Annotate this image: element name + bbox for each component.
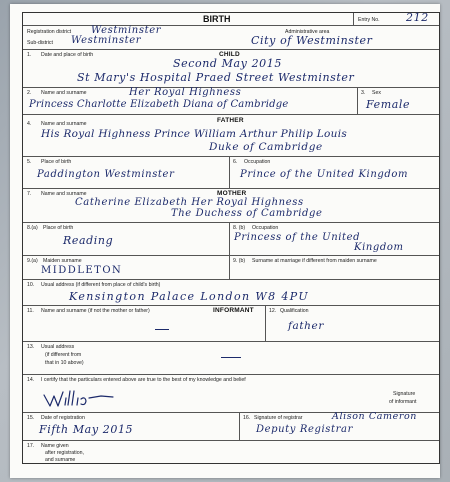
field-4-number: 4. [27, 121, 32, 127]
field-10-row [23, 280, 439, 306]
field-12-cell [265, 306, 441, 341]
field-11-number: 11. [27, 308, 34, 314]
form-title: BIRTH [203, 14, 231, 24]
admin-area-label: Administrative area [285, 29, 330, 35]
field-9-row [23, 256, 439, 280]
child-section-title: CHILD [219, 51, 240, 58]
entry-cell [353, 13, 441, 25]
field-8b-number: 8. (b) [233, 225, 246, 231]
field-4-row [23, 115, 439, 157]
registrar-signature-name: Alison Cameron [332, 411, 418, 422]
signature-label-line-2: of informant [389, 399, 417, 405]
mother-maiden-surname: MIDDLETON [41, 265, 123, 276]
field-7-label: Name and surname [41, 191, 87, 197]
field-14-number: 14. [27, 377, 35, 383]
svg-text:William: William [41, 387, 45, 388]
entry-number: 212 [406, 11, 429, 24]
field-7-number: 7. [27, 191, 32, 197]
field-8b-cell [229, 223, 441, 255]
field-15-label: Date of registration [41, 415, 85, 421]
field-13-blank-dash [221, 357, 241, 358]
field-8a-label: Place of birth [43, 225, 74, 231]
field-12-label: Qualification [280, 308, 309, 314]
field-2-label: Name and surname [41, 90, 87, 96]
signature-label-line-1: Signature [393, 391, 416, 397]
registrar-title: Deputy Registrar [256, 424, 353, 435]
father-section-title: FATHER [217, 117, 244, 124]
informant-signature [41, 387, 121, 409]
field-1-label: Date and place of birth [41, 52, 94, 58]
field-16-label: Signature of registrar [254, 415, 303, 421]
field-9b-label: Surname at marriage if different from maiden surname [252, 258, 377, 264]
child-birth-place: St Mary's Hospital Praed Street Westminster [77, 71, 355, 84]
father-place-of-birth: Paddington Westminster [37, 169, 175, 180]
field-1-row [23, 50, 439, 88]
certificate-paper [10, 4, 440, 478]
mother-occupation-line-2: Kingdom [354, 242, 404, 253]
field-15-row [23, 413, 439, 441]
district-row [23, 26, 439, 50]
child-sex: Female [366, 98, 411, 111]
registration-district-label: Registration district [27, 29, 72, 35]
field-6-label: Occupation [244, 159, 271, 165]
field-13-label-line-3: that in 10 above) [45, 360, 84, 366]
field-9a-label: Maiden surname [43, 258, 82, 264]
field-3-cell [357, 88, 441, 114]
field-15-number: 15. [27, 415, 35, 421]
field-4-label: Name and surname [41, 121, 87, 127]
field-17-number: 17. [27, 443, 35, 449]
field-2-number: 2. [27, 90, 32, 96]
birth-register-form [22, 12, 440, 464]
mother-name-line-2: The Duchess of Cambridge [171, 208, 323, 219]
sub-district-value: Westminster [71, 35, 142, 46]
sub-district-label: Sub-district [27, 40, 53, 46]
field-7-row [23, 189, 439, 223]
father-occupation: Prince of the United Kingdom [240, 169, 409, 180]
child-name-line-1: Her Royal Highness [129, 87, 242, 98]
field-5-number: 5. [27, 159, 32, 165]
registration-district-value: Westminster [91, 25, 162, 36]
field-1-number: 1. [27, 52, 32, 58]
field-17-label-line-3: and surname [45, 457, 76, 463]
field-8a-number: 8.(a) [27, 225, 38, 231]
father-name-line-2: Duke of Cambridge [209, 141, 323, 153]
field-13-label-line-2: (if different from [45, 352, 82, 358]
field-17-row [23, 441, 439, 465]
field-12-number: 12. [269, 308, 277, 314]
informant-section-title: INFORMANT [213, 307, 254, 314]
field-10-number: 10. [27, 282, 35, 288]
mother-place-of-birth: Reading [63, 234, 114, 247]
field-8b-label: Occupation [252, 225, 279, 231]
mother-occupation-line-1: Princess of the United [234, 232, 361, 243]
field-3-label: Sex [372, 90, 381, 96]
field-9b-cell [229, 256, 441, 279]
field-13-label-line-1: Usual address [41, 344, 75, 350]
field-5-row [23, 157, 439, 189]
field-16-number: 16. [243, 415, 251, 421]
entry-label: Entry No. [358, 17, 380, 23]
mother-name-line-1: Catherine Elizabeth Her Royal Highness [75, 197, 304, 208]
field-3-number: 3. [361, 90, 366, 96]
admin-area-value: City of Westminster [251, 34, 373, 47]
field-6-cell [229, 157, 441, 188]
field-17-label-line-2: after registration, [45, 450, 84, 456]
registration-date: Fifth May 2015 [39, 423, 134, 436]
field-14-label: I certify that the particulars entered above are true to the best of my knowledge and belief [41, 377, 246, 383]
field-2-row [23, 88, 439, 115]
mother-section-title: MOTHER [217, 190, 247, 197]
informant-qualification: father [288, 320, 324, 332]
field-8-row [23, 223, 439, 256]
field-14-row [23, 375, 439, 413]
field-11-label: Name and surname (if not the mother or father) [41, 308, 150, 314]
field-10-label: Usual address (if different from place of child's birth) [41, 282, 161, 288]
field-11-row [23, 306, 439, 342]
father-name-line-1: His Royal Highness Prince William Arthur Philip Louis [41, 128, 348, 140]
field-13-number: 13. [27, 344, 35, 350]
field-5-label: Place of birth [41, 159, 72, 165]
mother-usual-address: Kensington Palace London W8 4PU [69, 290, 310, 303]
field-17-label-line-1: Name given [41, 443, 69, 449]
field-16-cell [239, 413, 441, 440]
field-13-row [23, 342, 439, 375]
field-6-number: 6. [233, 159, 238, 165]
child-name-line-2: Princess Charlotte Elizabeth Diana of Cambridge [29, 99, 289, 110]
child-birth-date: Second May 2015 [173, 57, 282, 70]
title-row [23, 13, 439, 26]
field-11-blank-dash [155, 329, 169, 330]
field-9b-number: 9. (b) [233, 258, 246, 264]
field-9a-number: 9.(a) [27, 258, 38, 264]
